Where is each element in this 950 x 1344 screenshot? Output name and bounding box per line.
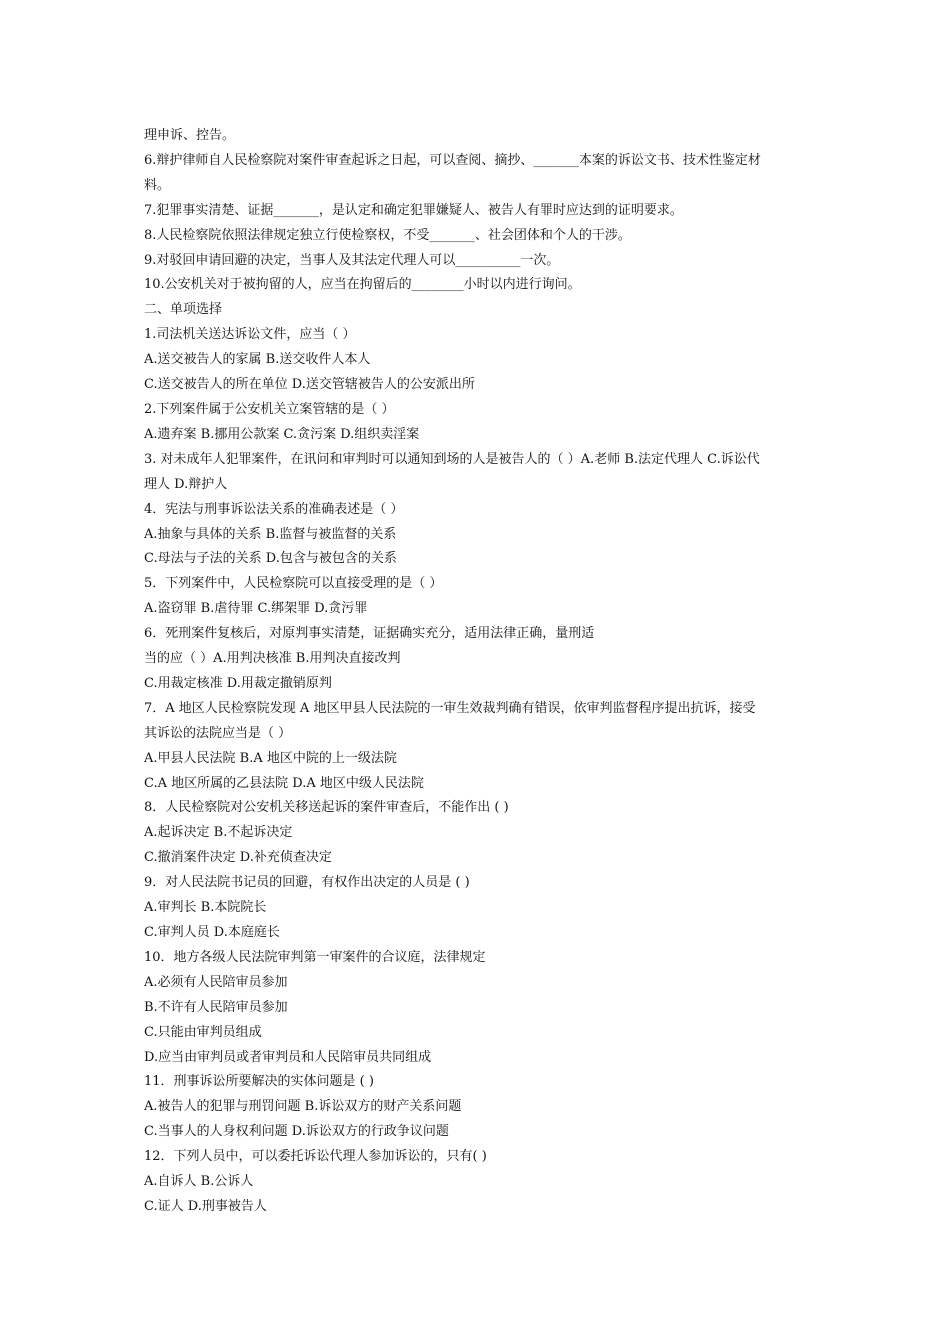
text-line: 7．A 地区人民检察院发现 A 地区甲县人民法院的一审生效裁判确有错误，依审判监督程序提出抗诉，接受 bbox=[144, 700, 756, 716]
text-line: A.起诉决定 B.不起诉决定 bbox=[144, 825, 293, 841]
text-line: 9.对驳回申请回避的决定，当事人及其法定代理人可以__________一次。 bbox=[144, 252, 560, 268]
text-line: 其诉讼的法院应当是（ ） bbox=[144, 725, 292, 741]
text-line: C.当事人的人身权利问题 D.诉讼双方的行政争议问题 bbox=[144, 1124, 449, 1140]
text-line: 2.下列案件属于公安机关立案管辖的是（ ） bbox=[144, 401, 395, 417]
text-line: 8．人民检察院对公安机关移送起诉的案件审查后，不能作出 ( ) bbox=[144, 800, 509, 816]
text-line: 6.辩护律师自人民检察院对案件审查起诉之日起，可以查阅、摘抄、_______本案的诉讼文书、技术性鉴定材 bbox=[144, 152, 761, 168]
text-line: 理申诉、控告。 bbox=[144, 128, 236, 143]
text-line: A.必须有人民陪审员参加 bbox=[144, 974, 288, 990]
text-line: B.不许有人民陪审员参加 bbox=[144, 999, 288, 1015]
text-line: A.自诉人 B.公诉人 bbox=[144, 1174, 254, 1190]
text-line: 料。 bbox=[144, 177, 171, 193]
text-line: C.A 地区所属的乙县法院 D.A 地区中级人民法院 bbox=[144, 775, 424, 791]
text-line: 1.司法机关送达诉讼文件，应当（ ） bbox=[144, 327, 356, 343]
text-line: C.只能由审判员组成 bbox=[144, 1024, 262, 1040]
text-line: C.撤消案件决定 D.补充侦查决定 bbox=[144, 850, 332, 866]
text-line: A.审判长 B.本院院长 bbox=[144, 900, 267, 916]
text-line: D.应当由审判员或者审判员和人民陪审员共同组成 bbox=[144, 1049, 432, 1065]
text-line: C.送交被告人的所在单位 D.送交管辖被告人的公安派出所 bbox=[144, 377, 475, 393]
text-line: 理人 D.辩护人 bbox=[144, 476, 228, 492]
text-line: A.送交被告人的家属 B.送交收件人本人 bbox=[144, 352, 371, 368]
text-line: 6．死刑案件复核后，对原判事实清楚，证据确实充分，适用法律正确，量刑适 bbox=[144, 626, 595, 642]
text-line: 11．刑事诉讼所要解决的实体问题是 ( ) bbox=[144, 1074, 374, 1090]
text-line: 7.犯罪事实清楚、证据_______，是认定和确定犯罪嫌疑人、被告人有罪时应达到的证明要求。 bbox=[144, 202, 683, 218]
text-line: A.抽象与具体的关系 B.监督与被监督的关系 bbox=[144, 526, 397, 542]
text-line: 8.人民检察院依照法律规定独立行使检察权，不受_______、社会团体和个人的干涉。 bbox=[144, 227, 631, 243]
text-line: C.母法与子法的关系 D.包含与被包含的关系 bbox=[144, 551, 397, 567]
text-line: 12．下列人员中，可以委托诉讼代理人参加诉讼的，只有( ) bbox=[144, 1149, 487, 1165]
text-line: 当的应（ ）A.用判决核准 B.用判决直接改判 bbox=[144, 651, 401, 667]
text-line: A.甲县人民法院 B.A 地区中院的上一级法院 bbox=[144, 750, 397, 766]
text-line: 4．宪法与刑事诉讼法关系的准确表述是（ ） bbox=[144, 501, 404, 517]
text-line: C.证人 D.刑事被告人 bbox=[144, 1198, 267, 1214]
text-line: 10.公安机关对于被拘留的人，应当在拘留后的________小时以内进行询问。 bbox=[144, 277, 581, 293]
text-line: C.审判人员 D.本庭庭长 bbox=[144, 925, 280, 940]
text-line: 10．地方各级人民法院审判第一审案件的合议庭，法律规定 bbox=[144, 949, 486, 965]
text-line: A.盗窃罪 B.虐待罪 C.绑架罪 D.贪污罪 bbox=[144, 601, 368, 617]
text-line: A.被告人的犯罪与刑罚问题 B.诉讼双方的财产关系问题 bbox=[144, 1099, 462, 1115]
text-line: A.遗弃案 B.挪用公款案 C.贪污案 D.组织卖淫案 bbox=[144, 426, 420, 442]
text-line: 二、单项选择 bbox=[144, 302, 223, 318]
text-line: 5．下列案件中，人民检察院可以直接受理的是（ ） bbox=[144, 576, 443, 592]
text-line: 3. 对未成年人犯罪案件，在讯问和审判时可以通知到场的人是被告人的（ ）A.老师 B.法定代理人 C.诉讼代 bbox=[144, 451, 760, 467]
text-line: 9．对人民法院书记员的回避，有权作出决定的人员是 ( ) bbox=[144, 875, 470, 891]
text-line: C.用裁定核准 D.用裁定撤销原判 bbox=[144, 675, 332, 691]
document-body bbox=[144, 124, 812, 1220]
